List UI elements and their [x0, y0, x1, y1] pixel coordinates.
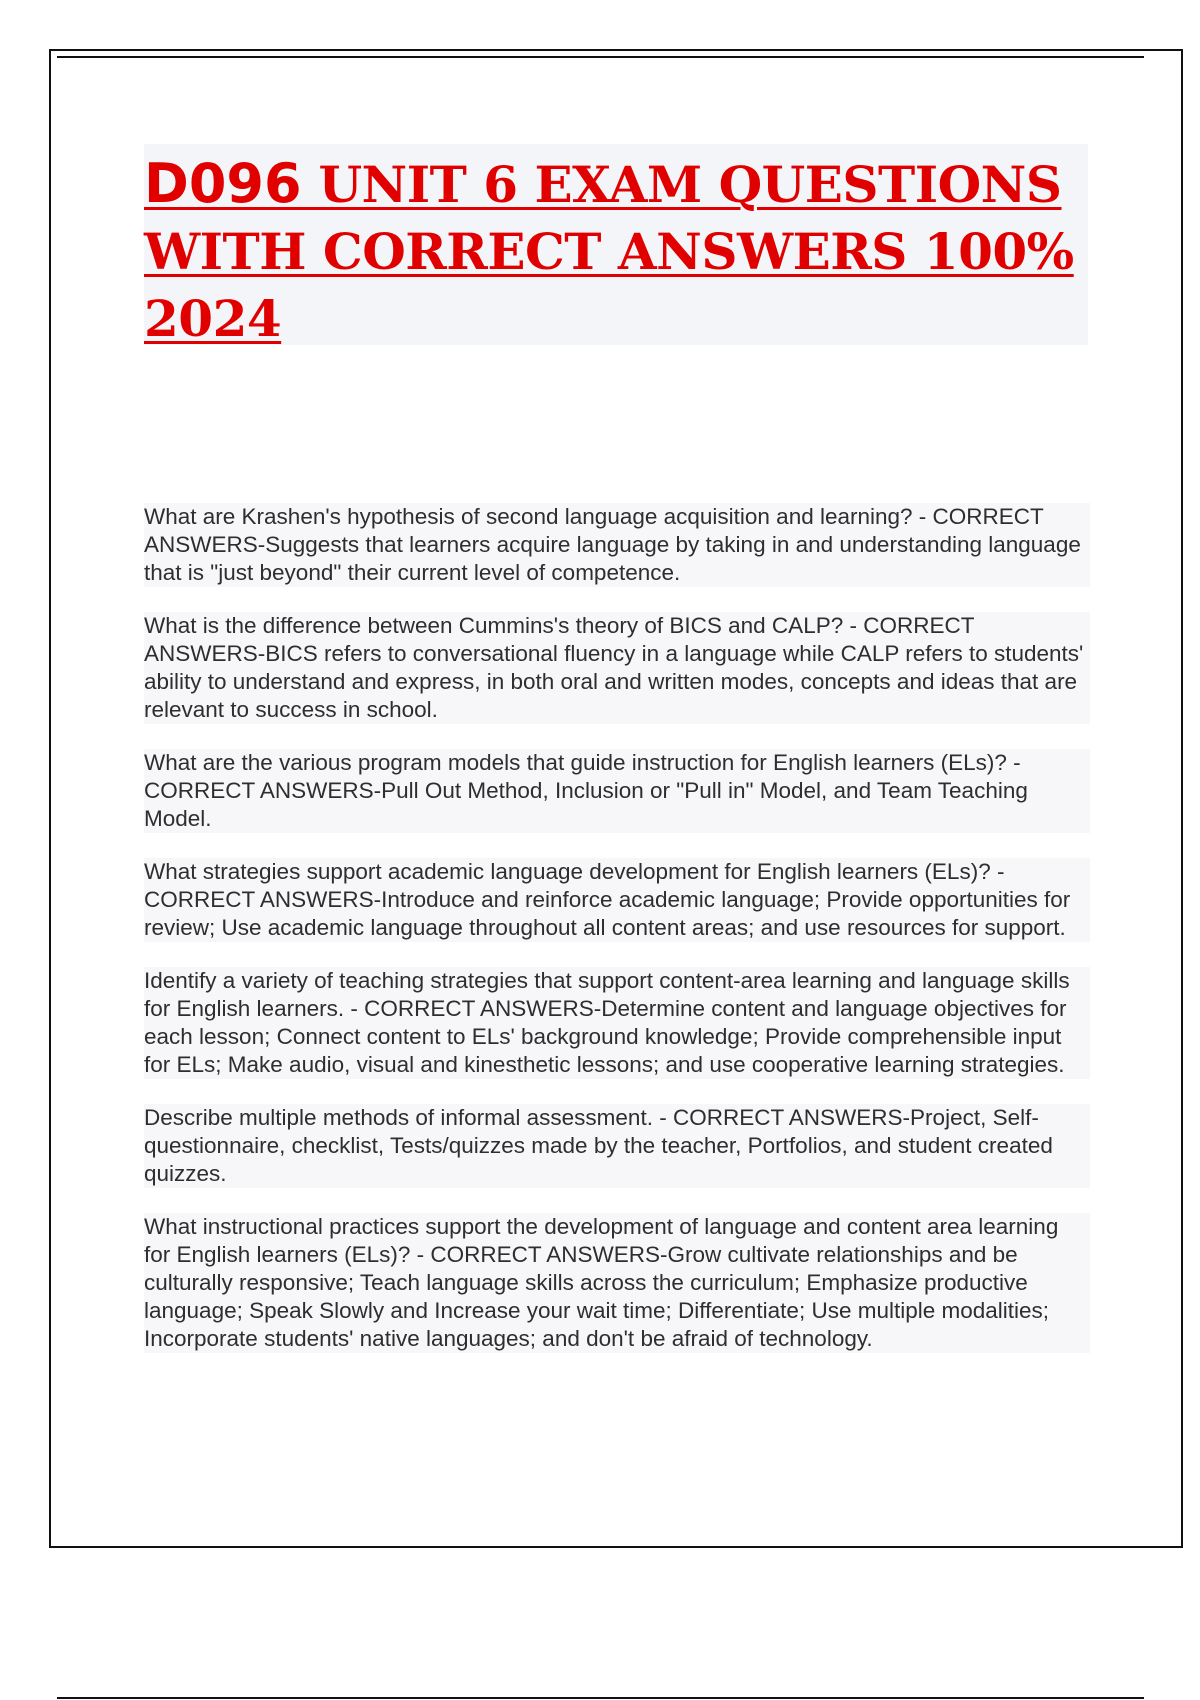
qa-item-teaching-strategies: Identify a variety of teaching strategies that support content-area learning and language skills for English learners. - CORRECT ANSWERS-Determine content and language objectives for each lesson; Connect content to ELs' background knowledge; Provide comprehensible input for ELs; Make audio, visual and kinesthetic lessons; and use cooperative learning strategies.: [144, 967, 1090, 1079]
qa-item-bics-calp: What is the difference between Cummins's theory of BICS and CALP? - CORRECT ANSWERS-BICS refers to conversational fluency in a language while CALP refers to students' ability to understand and express, in both oral and written modes, concepts and ideas that are relevant to success in school.: [144, 612, 1090, 724]
qa-item-krashen: What are Krashen's hypothesis of second language acquisition and learning? - CORRECT ANSWERS-Suggests that learners acquire language by taking in and understanding language that is "just beyond" their current level of competence.: [144, 503, 1090, 587]
title-text: UNIT 6 EXAM QUESTIONS WITH CORRECT ANSWERS 100% 2024: [144, 155, 1074, 348]
qa-list: [144, 503, 1090, 1378]
qa-item-academic-language: What strategies support academic language development for English learners (ELs)? - CORRECT ANSWERS-Introduce and reinforce academic language; Provide opportunities for review; Use academic language throughout all content areas; and use resources for support.: [144, 858, 1090, 942]
bottom-rule: [57, 1697, 1144, 1699]
qa-item-program-models: What are the various program models that guide instruction for English learners (ELs)? - CORRECT ANSWERS-Pull Out Method, Inclusion or "Pull in" Model, and Team Teaching Model.: [144, 749, 1090, 833]
qa-item-instructional-practices: What instructional practices support the development of language and content area learning for English learners (ELs)? - CORRECT ANSWERS-Grow cultivate relationships and be culturally responsive; Teach language skills across the curriculum; Emphasize productive language; Speak Slowly and Increase your wait time; Differentiate; Use multiple modalities; Incorporate students' native languages; and don't be afraid of technology.: [144, 1213, 1090, 1353]
page-title: [144, 150, 1088, 352]
title-code: D096: [144, 152, 302, 215]
title-block: [144, 144, 1088, 348]
top-rule: [57, 56, 1144, 58]
qa-item-informal-assessment: Describe multiple methods of informal assessment. - CORRECT ANSWERS-Project, Self- questionnaire, checklist, Tests/quizzes made by the teacher, Portfolios, and student created quizzes.: [144, 1104, 1090, 1188]
